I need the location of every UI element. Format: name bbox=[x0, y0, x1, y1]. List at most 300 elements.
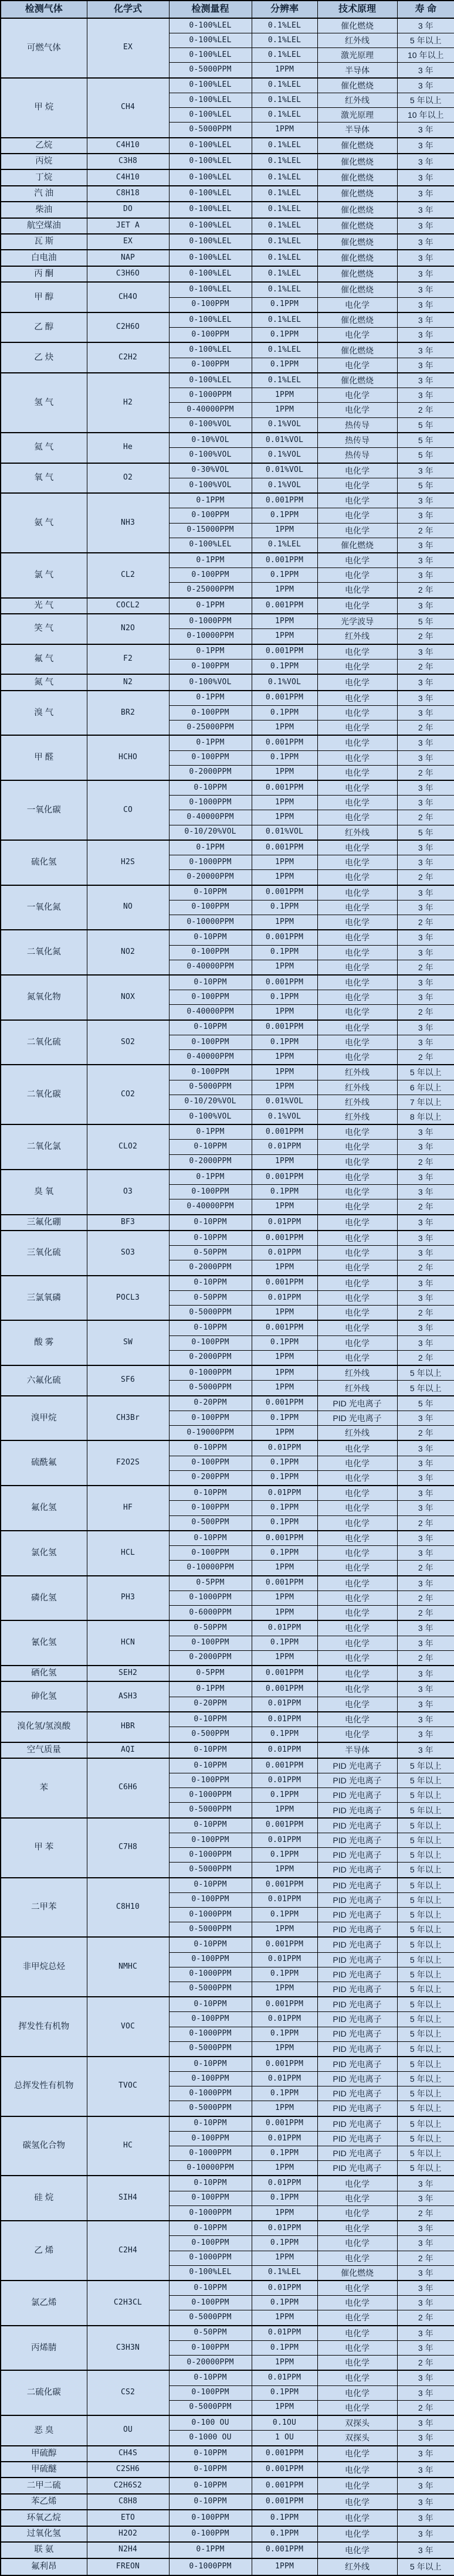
principle-cell: 热传导 bbox=[317, 433, 397, 448]
table-row bbox=[1, 234, 454, 250]
principle-cell: 催化燃烧 bbox=[317, 250, 397, 266]
principle-cell: 电化学 bbox=[317, 598, 397, 614]
lifespan-cell: 2 年 bbox=[397, 1650, 454, 1666]
range-cell: 0-100PPM bbox=[169, 1035, 252, 1049]
resolution-cell: 0.001PPM bbox=[252, 2462, 317, 2478]
resolution-cell: 0.1PPM bbox=[252, 659, 317, 674]
gas-name-cell: 甲硫醇 bbox=[1, 2446, 87, 2462]
lifespan-cell: 3 年 bbox=[397, 1035, 454, 1049]
principle-cell: 电化学 bbox=[317, 810, 397, 825]
range-cell: 0-100%LEL bbox=[169, 342, 252, 358]
range-cell: 0-1PPM bbox=[169, 553, 252, 568]
principle-cell: 电化学 bbox=[317, 1561, 397, 1576]
resolution-cell: 1PPM bbox=[252, 1080, 317, 1095]
table-row bbox=[1, 691, 454, 706]
resolution-cell: 0.1PPM bbox=[252, 2340, 317, 2355]
principle-cell: 电化学 bbox=[317, 1335, 397, 1350]
table-row bbox=[1, 975, 454, 990]
principle-cell: 电化学 bbox=[317, 1440, 397, 1456]
range-cell: 0-10000PPM bbox=[169, 915, 252, 930]
formula-cell: HF bbox=[87, 1486, 169, 1531]
resolution-cell: 0.01PPM bbox=[252, 2012, 317, 2027]
lifespan-cell: 3 年 bbox=[397, 735, 454, 750]
formula-cell: HCHO bbox=[87, 735, 169, 780]
formula-cell: SIH4 bbox=[87, 2176, 169, 2221]
principle-cell: 热传导 bbox=[317, 417, 397, 433]
table-row bbox=[1, 1365, 454, 1381]
gas-name-cell: 三氯氧磷 bbox=[1, 1276, 87, 1321]
lifespan-cell: 3 年 bbox=[397, 1020, 454, 1035]
lifespan-cell: 5 年以上 bbox=[397, 1907, 454, 1922]
principle-cell: 催化燃烧 bbox=[317, 373, 397, 388]
principle-cell: PID 光电离子 bbox=[317, 1967, 397, 1982]
formula-cell: AQI bbox=[87, 1742, 169, 1758]
lifespan-cell: 2 年 bbox=[397, 915, 454, 930]
formula-cell: EX bbox=[87, 18, 169, 78]
range-cell: 0-5000PPM bbox=[169, 2041, 252, 2057]
resolution-cell: 0.1PPM bbox=[252, 1636, 317, 1650]
principle-cell: 电化学 bbox=[317, 478, 397, 493]
principle-cell: 电化学 bbox=[317, 900, 397, 915]
lifespan-cell: 5 年以上 bbox=[397, 1833, 454, 1848]
resolution-cell: 0.001PPM bbox=[252, 1396, 317, 1411]
range-cell: 0-5000PPM bbox=[169, 1863, 252, 1878]
range-cell: 0-100PPM bbox=[169, 990, 252, 1005]
gas-name-cell: 乙 烯 bbox=[1, 2221, 87, 2281]
lifespan-cell: 7 年以上 bbox=[397, 1095, 454, 1109]
principle-cell: 红外线 bbox=[317, 1109, 397, 1124]
lifespan-cell: 3 年 bbox=[397, 2265, 454, 2281]
lifespan-cell: 2 年 bbox=[397, 523, 454, 538]
lifespan-cell: 3 年 bbox=[397, 1140, 454, 1154]
table-row bbox=[1, 735, 454, 750]
lifespan-cell: 3 年 bbox=[397, 1636, 454, 1650]
resolution-cell: 1PPM bbox=[252, 1650, 317, 1666]
range-cell: 0-20PPM bbox=[169, 1697, 252, 1712]
table-row bbox=[1, 250, 454, 266]
resolution-cell: 0.1PPM bbox=[252, 1727, 317, 1742]
lifespan-cell: 3 年 bbox=[397, 1124, 454, 1140]
lifespan-cell: 5 年以上 bbox=[397, 2116, 454, 2132]
resolution-cell: 0.001PPM bbox=[252, 2478, 317, 2493]
gas-name-cell: 总挥发性有机物 bbox=[1, 2057, 87, 2116]
resolution-cell: 0.001PPM bbox=[252, 1937, 317, 1952]
resolution-cell: 0.1%LEL bbox=[252, 169, 317, 185]
resolution-cell: 0.1PPM bbox=[252, 508, 317, 523]
principle-cell: PID 光电离子 bbox=[317, 1803, 397, 1818]
gas-name-cell: 氯 气 bbox=[1, 553, 87, 598]
range-cell: 0-100%LEL bbox=[169, 250, 252, 266]
gas-name-cell: 甲 烷 bbox=[1, 78, 87, 138]
formula-cell: C2H4 bbox=[87, 2221, 169, 2281]
gas-name-cell: 白电油 bbox=[1, 250, 87, 266]
range-cell: 0-10PPM bbox=[169, 2370, 252, 2385]
principle-cell: 催化燃烧 bbox=[317, 169, 397, 185]
gas-name-cell: 溴甲烷 bbox=[1, 1396, 87, 1441]
resolution-cell: 1PPM bbox=[252, 1381, 317, 1396]
principle-cell: 电化学 bbox=[317, 1650, 397, 1666]
gas-name-cell: 丙烯腈 bbox=[1, 2326, 87, 2371]
principle-cell: 电化学 bbox=[317, 2370, 397, 2385]
principle-cell: 电化学 bbox=[317, 568, 397, 583]
gas-name-cell: 氢 气 bbox=[1, 373, 87, 433]
principle-cell: 电化学 bbox=[317, 2251, 397, 2265]
range-cell: 0-1000PPM bbox=[169, 2086, 252, 2101]
gas-name-cell: 硫酰氟 bbox=[1, 1440, 87, 1486]
range-cell: 0-100PPM bbox=[169, 1773, 252, 1788]
principle-cell: 电化学 bbox=[317, 750, 397, 765]
lifespan-cell: 3 年 bbox=[397, 266, 454, 282]
table-row bbox=[1, 202, 454, 218]
resolution-cell: 0.1%LEL bbox=[252, 138, 317, 154]
table-row bbox=[1, 1666, 454, 1681]
range-cell: 0-100PPM bbox=[169, 1546, 252, 1561]
principle-cell: 电化学 bbox=[317, 1306, 397, 1321]
gas-name-cell: 磷化氢 bbox=[1, 1576, 87, 1621]
resolution-cell: 1PPM bbox=[252, 1426, 317, 1441]
resolution-cell: 0.001PPM bbox=[252, 1818, 317, 1833]
lifespan-cell: 2 年 bbox=[397, 810, 454, 825]
lifespan-cell: 3 年 bbox=[397, 2526, 454, 2542]
formula-cell: CL2 bbox=[87, 553, 169, 598]
resolution-cell: 1PPM bbox=[252, 1005, 317, 1020]
range-cell: 0-100PPM bbox=[169, 945, 252, 960]
principle-cell: 电化学 bbox=[317, 493, 397, 508]
table-row bbox=[1, 154, 454, 169]
gas-name-cell: 过氧化氢 bbox=[1, 2526, 87, 2542]
resolution-cell: 1PPM bbox=[252, 855, 317, 870]
range-cell: 0-10PPM bbox=[169, 2221, 252, 2236]
range-cell: 0-100PPM bbox=[169, 750, 252, 765]
principle-cell: 催化燃烧 bbox=[317, 202, 397, 218]
column-header: 化学式 bbox=[87, 1, 169, 18]
resolution-cell: 0.001PPM bbox=[252, 2057, 317, 2072]
resolution-cell: 1PPM bbox=[252, 2205, 317, 2221]
resolution-cell: 0.001PPM bbox=[252, 598, 317, 614]
principle-cell: 电化学 bbox=[317, 1350, 397, 1365]
principle-cell: PID 光电离子 bbox=[317, 1396, 397, 1411]
resolution-cell: 1PPM bbox=[252, 810, 317, 825]
formula-cell: HC bbox=[87, 2116, 169, 2176]
range-cell: 0-25000PPM bbox=[169, 583, 252, 598]
principle-cell: PID 光电离子 bbox=[317, 1922, 397, 1938]
lifespan-cell: 5 年以上 bbox=[397, 1922, 454, 1938]
gas-name-cell: 汽 油 bbox=[1, 186, 87, 202]
resolution-cell: 1PPM bbox=[252, 2400, 317, 2415]
lifespan-cell: 5 年 bbox=[397, 1396, 454, 1411]
gas-name-cell: 氰化氢 bbox=[1, 1620, 87, 1666]
principle-cell: 电化学 bbox=[317, 358, 397, 373]
resolution-cell: 0.01PPM bbox=[252, 1486, 317, 1501]
resolution-cell: 1PPM bbox=[252, 63, 317, 78]
range-cell: 0-1PPM bbox=[169, 840, 252, 855]
resolution-cell: 0.1PPM bbox=[252, 2086, 317, 2101]
range-cell: 0-100PPM bbox=[169, 1411, 252, 1426]
principle-cell: 催化燃烧 bbox=[317, 266, 397, 282]
lifespan-cell: 3 年 bbox=[397, 1486, 454, 1501]
table-row bbox=[1, 1742, 454, 1758]
range-cell: 0-100PPM bbox=[169, 2131, 252, 2146]
lifespan-cell: 3 年 bbox=[397, 202, 454, 218]
table-row bbox=[1, 930, 454, 945]
resolution-cell: 1PPM bbox=[252, 1050, 317, 1065]
formula-cell: C6H6 bbox=[87, 1758, 169, 1818]
resolution-cell: 0.01PPM bbox=[252, 1440, 317, 1456]
resolution-cell: 0.1PPM bbox=[252, 2236, 317, 2251]
principle-cell: 电化学 bbox=[317, 1546, 397, 1561]
range-cell: 0-5000PPM bbox=[169, 1306, 252, 1321]
range-cell: 0-100PPM bbox=[169, 659, 252, 674]
principle-cell: PID 光电离子 bbox=[317, 1907, 397, 1922]
gas-name-cell: 氧 气 bbox=[1, 463, 87, 494]
principle-cell: 红外线 bbox=[317, 93, 397, 108]
resolution-cell: 0.1OU bbox=[252, 2415, 317, 2431]
lifespan-cell: 3 年 bbox=[397, 2326, 454, 2341]
principle-cell: 电化学 bbox=[317, 990, 397, 1005]
resolution-cell: 0.1%VOL bbox=[252, 417, 317, 433]
lifespan-cell: 2 年 bbox=[397, 2400, 454, 2415]
lifespan-cell: 3 年 bbox=[397, 1290, 454, 1305]
formula-cell: NMHC bbox=[87, 1937, 169, 1997]
range-cell: 0-100%VOL bbox=[169, 448, 252, 463]
lifespan-cell: 3 年 bbox=[397, 358, 454, 373]
range-cell: 0-100PPM bbox=[169, 568, 252, 583]
range-cell: 0-5PPM bbox=[169, 1576, 252, 1591]
resolution-cell: 1PPM bbox=[252, 1306, 317, 1321]
lifespan-cell: 3 年 bbox=[397, 328, 454, 343]
principle-cell: 催化燃烧 bbox=[317, 78, 397, 93]
range-cell: 0-1PPM bbox=[169, 1170, 252, 1185]
lifespan-cell: 3 年 bbox=[397, 508, 454, 523]
principle-cell: PID 光电离子 bbox=[317, 2086, 397, 2101]
table-row bbox=[1, 18, 454, 33]
formula-cell: C8H10 bbox=[87, 1878, 169, 1938]
lifespan-cell: 3 年 bbox=[397, 2191, 454, 2205]
resolution-cell: 0.001PPM bbox=[252, 930, 317, 945]
resolution-cell: 0.001PPM bbox=[252, 1878, 317, 1893]
principle-cell: 电化学 bbox=[317, 840, 397, 855]
lifespan-cell: 3 年 bbox=[397, 154, 454, 169]
range-cell: 0-40000PPM bbox=[169, 403, 252, 417]
principle-cell: 电化学 bbox=[317, 2310, 397, 2326]
range-cell: 0-5000PPM bbox=[169, 2101, 252, 2116]
range-cell: 0-1000PPM bbox=[169, 796, 252, 810]
range-cell: 0-10PPM bbox=[169, 885, 252, 900]
range-cell: 0-100%LEL bbox=[169, 186, 252, 202]
lifespan-cell: 3 年 bbox=[397, 1456, 454, 1470]
table-row bbox=[1, 218, 454, 234]
lifespan-cell: 3 年 bbox=[397, 1246, 454, 1260]
gas-name-cell: 非甲烷总烃 bbox=[1, 1937, 87, 1997]
range-cell: 0-1000PPM bbox=[169, 2205, 252, 2221]
lifespan-cell: 3 年 bbox=[397, 63, 454, 78]
principle-cell: 催化燃烧 bbox=[317, 138, 397, 154]
range-cell: 0-10PPM bbox=[169, 1818, 252, 1833]
lifespan-cell: 5 年以上 bbox=[397, 2558, 454, 2575]
range-cell: 0-10PPM bbox=[169, 1997, 252, 2012]
lifespan-cell: 2 年 bbox=[397, 1050, 454, 1065]
range-cell: 0-10PPM bbox=[169, 2478, 252, 2493]
resolution-cell: 0.1PPM bbox=[252, 358, 317, 373]
range-cell: 0-100%LEL bbox=[169, 108, 252, 123]
gas-name-cell: 氟利昂 bbox=[1, 2558, 87, 2575]
principle-cell: 电化学 bbox=[317, 2221, 397, 2236]
principle-cell: 电化学 bbox=[317, 735, 397, 750]
lifespan-cell: 3 年 bbox=[397, 1742, 454, 1758]
resolution-cell: 0.1PPM bbox=[252, 1501, 317, 1515]
range-cell: 0-100%LEL bbox=[169, 218, 252, 234]
table-row bbox=[1, 2370, 454, 2385]
formula-cell: C3H8 bbox=[87, 154, 169, 169]
formula-cell: PH3 bbox=[87, 1576, 169, 1621]
gas-name-cell: 硒化氢 bbox=[1, 1666, 87, 1681]
table-row bbox=[1, 2542, 454, 2558]
resolution-cell: 0.1PPM bbox=[252, 2510, 317, 2526]
range-cell: 0-100PPM bbox=[169, 1892, 252, 1907]
range-cell: 0-15000PPM bbox=[169, 523, 252, 538]
table-row bbox=[1, 1170, 454, 1185]
range-cell: 0-1000PPM bbox=[169, 1907, 252, 1922]
range-cell: 0-100PPM bbox=[169, 2340, 252, 2355]
resolution-cell: 0.1%LEL bbox=[252, 250, 317, 266]
resolution-cell: 1PPM bbox=[252, 721, 317, 736]
formula-cell: CLO2 bbox=[87, 1124, 169, 1170]
range-cell: 0-2000PPM bbox=[169, 1650, 252, 1666]
resolution-cell: 0.01PPM bbox=[252, 1773, 317, 1788]
lifespan-cell: 3 年 bbox=[397, 1185, 454, 1199]
principle-cell: 电化学 bbox=[317, 2326, 397, 2341]
range-cell: 0-1000PPM bbox=[169, 1967, 252, 1982]
principle-cell: 电化学 bbox=[317, 1470, 397, 1486]
table-row bbox=[1, 1020, 454, 1035]
resolution-cell: 0.1%LEL bbox=[252, 538, 317, 553]
range-cell: 0-100%LEL bbox=[169, 93, 252, 108]
range-cell: 0-40000PPM bbox=[169, 1005, 252, 1020]
principle-cell: 电化学 bbox=[317, 2494, 397, 2510]
formula-cell: O3 bbox=[87, 1170, 169, 1215]
principle-cell: 电化学 bbox=[317, 1231, 397, 1246]
principle-cell: PID 光电离子 bbox=[317, 1788, 397, 1803]
range-cell: 0-200PPM bbox=[169, 1470, 252, 1486]
resolution-cell: 0.001PPM bbox=[252, 1020, 317, 1035]
resolution-cell: 0.1PPM bbox=[252, 1907, 317, 1922]
resolution-cell: 0.1PPM bbox=[252, 2027, 317, 2041]
range-cell: 0-1000PPM bbox=[169, 2027, 252, 2041]
table-row bbox=[1, 598, 454, 614]
range-cell: 0-10PPM bbox=[169, 1486, 252, 1501]
range-cell: 0-10000PPM bbox=[169, 629, 252, 644]
principle-cell: 电化学 bbox=[317, 2176, 397, 2191]
range-cell: 0-1000PPM bbox=[169, 1788, 252, 1803]
resolution-cell: 0.1%LEL bbox=[252, 18, 317, 33]
formula-cell: NO2 bbox=[87, 930, 169, 975]
range-cell: 0-100%LEL bbox=[169, 33, 252, 48]
lifespan-cell: 2 年 bbox=[397, 1199, 454, 1215]
lifespan-cell: 10 年以上 bbox=[397, 48, 454, 63]
resolution-cell: 0.1PPM bbox=[252, 1335, 317, 1350]
resolution-cell: 0.001PPM bbox=[252, 885, 317, 900]
principle-cell: PID 光电离子 bbox=[317, 2101, 397, 2116]
resolution-cell: 0.1PPM bbox=[252, 990, 317, 1005]
range-cell: 0-10PPM bbox=[169, 2116, 252, 2132]
table-row bbox=[1, 1937, 454, 1952]
range-cell: 0-10PPM bbox=[169, 1440, 252, 1456]
column-header: 分辨率 bbox=[252, 1, 317, 18]
range-cell: 0-10PPM bbox=[169, 2176, 252, 2191]
resolution-cell: 0.001PPM bbox=[252, 1124, 317, 1140]
resolution-cell: 0.001PPM bbox=[252, 1170, 317, 1185]
lifespan-cell: 3 年 bbox=[397, 855, 454, 870]
principle-cell: 电化学 bbox=[317, 297, 397, 312]
principle-cell: 电化学 bbox=[317, 1456, 397, 1470]
principle-cell: 电化学 bbox=[317, 915, 397, 930]
lifespan-cell: 2 年 bbox=[397, 1591, 454, 1605]
lifespan-cell: 5 年以上 bbox=[397, 2072, 454, 2086]
lifespan-cell: 3 年 bbox=[397, 1666, 454, 1681]
lifespan-cell: 5 年以上 bbox=[397, 33, 454, 48]
range-cell: 0-100PPM bbox=[169, 1065, 252, 1080]
range-cell: 0-10PPM bbox=[169, 1531, 252, 1546]
resolution-cell: 0.1PPM bbox=[252, 1035, 317, 1049]
table-row bbox=[1, 2462, 454, 2478]
formula-cell: CH4S bbox=[87, 2446, 169, 2462]
formula-cell: ASH3 bbox=[87, 1681, 169, 1712]
gas-name-cell: 乙烷 bbox=[1, 138, 87, 154]
principle-cell: 电化学 bbox=[317, 1486, 397, 1501]
lifespan-cell: 5 年以上 bbox=[397, 2131, 454, 2146]
principle-cell: 电化学 bbox=[317, 721, 397, 736]
lifespan-cell: 3 年 bbox=[397, 388, 454, 403]
lifespan-cell: 3 年 bbox=[397, 598, 454, 614]
lifespan-cell: 5 年以上 bbox=[397, 1803, 454, 1818]
principle-cell: 电化学 bbox=[317, 2205, 397, 2221]
lifespan-cell: 3 年 bbox=[397, 1576, 454, 1591]
lifespan-cell: 5 年以上 bbox=[397, 2012, 454, 2027]
lifespan-cell: 3 年 bbox=[397, 342, 454, 358]
gas-name-cell: 砷化氢 bbox=[1, 1681, 87, 1712]
lifespan-cell: 5 年 bbox=[397, 448, 454, 463]
principle-cell: PID 光电离子 bbox=[317, 1863, 397, 1878]
lifespan-cell: 3 年 bbox=[397, 1501, 454, 1515]
principle-cell: 电化学 bbox=[317, 691, 397, 706]
range-cell: 0-100PPM bbox=[169, 358, 252, 373]
lifespan-cell: 2 年 bbox=[397, 1154, 454, 1170]
lifespan-cell: 2 年 bbox=[397, 1306, 454, 1321]
lifespan-cell: 5 年以上 bbox=[397, 1848, 454, 1863]
formula-cell: CH3Br bbox=[87, 1396, 169, 1441]
range-cell: 0-100%LEL bbox=[169, 282, 252, 297]
principle-cell: PID 光电离子 bbox=[317, 2041, 397, 2057]
principle-cell: PID 光电离子 bbox=[317, 2161, 397, 2176]
lifespan-cell: 5 年以上 bbox=[397, 1952, 454, 1967]
table-row bbox=[1, 1320, 454, 1335]
principle-cell: 红外线 bbox=[317, 33, 397, 48]
formula-cell: H2O2 bbox=[87, 2526, 169, 2542]
principle-cell: 红外线 bbox=[317, 1381, 397, 1396]
lifespan-cell: 3 年 bbox=[397, 1697, 454, 1712]
lifespan-cell: 3 年 bbox=[397, 138, 454, 154]
range-cell: 0-20000PPM bbox=[169, 2356, 252, 2371]
lifespan-cell: 5 年以上 bbox=[397, 1892, 454, 1907]
resolution-cell: 0.001PPM bbox=[252, 553, 317, 568]
gas-name-cell: 环氧乙烷 bbox=[1, 2510, 87, 2526]
lifespan-cell: 3 年 bbox=[397, 2236, 454, 2251]
gas-name-cell: 乙 醇 bbox=[1, 312, 87, 343]
range-cell: 0-20000PPM bbox=[169, 870, 252, 885]
lifespan-cell: 3 年 bbox=[397, 2494, 454, 2510]
range-cell: 0-10PPM bbox=[169, 1712, 252, 1727]
gas-name-cell: 一氧化氮 bbox=[1, 885, 87, 930]
